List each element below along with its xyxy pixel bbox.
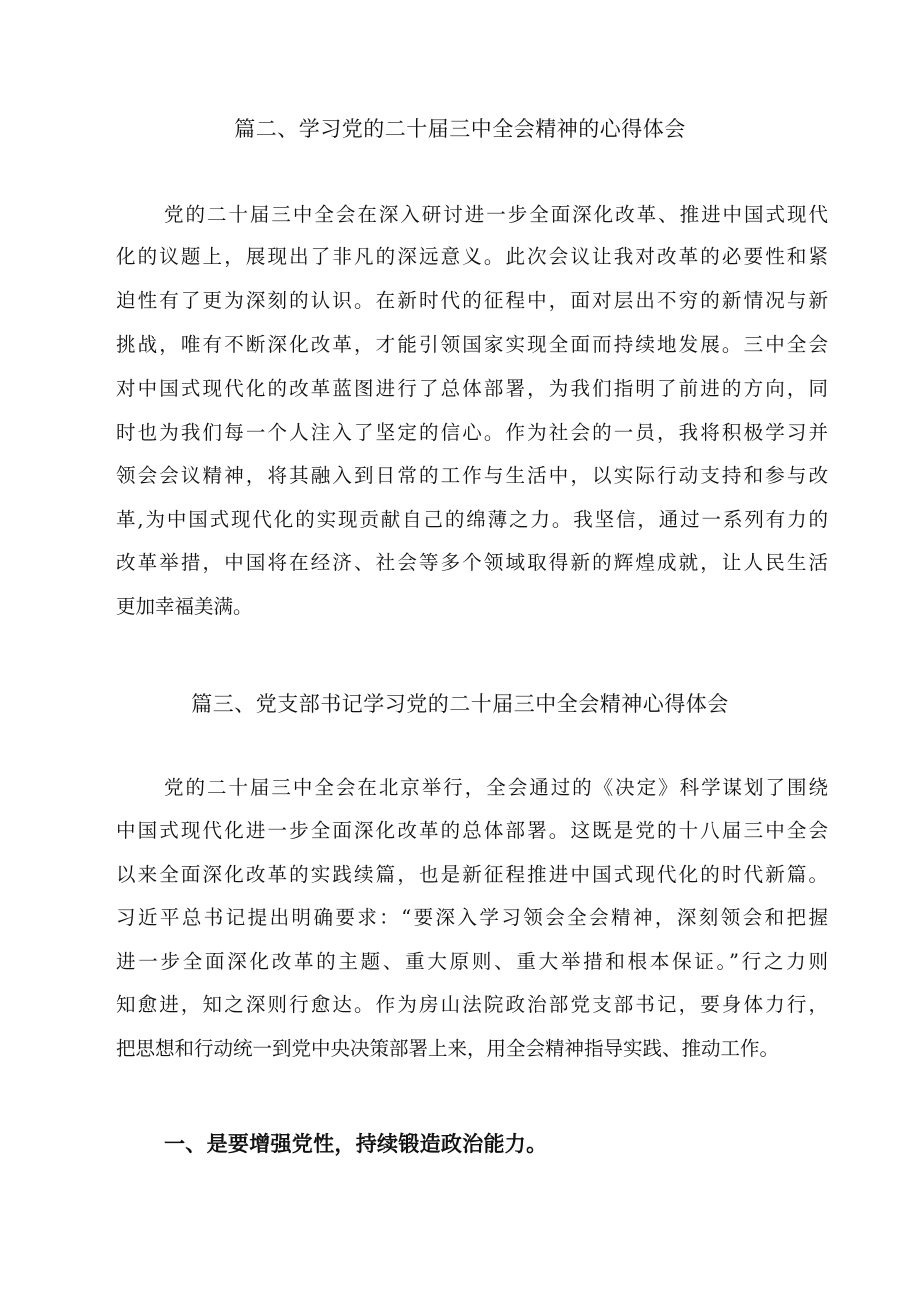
section3-line: 中国式现代化进一步全面深化改革的总体部署。这既是党的十八届三中全会 <box>116 819 828 842</box>
section3-line: 以来全面深化改革的实践续篇，也是新征程推进中国式现代化的时代新篇。 <box>116 863 828 886</box>
section2-line: 党的二十届三中全会在深入研讨进一步全面深化改革、推进中国式现代 <box>164 203 828 226</box>
section3-line: 习近平总书记提出明确要求：“要深入学习领会全会精神，深刻领会和把握 <box>116 906 828 929</box>
section3-line: 知愈进，知之深则行愈达。作为房山法院政治部党支部书记，要身体力行， <box>116 993 828 1016</box>
section2-line: 更加幸福美满。 <box>116 595 253 618</box>
section3-line: 党的二十届三中全会在北京举行，全会通过的《决定》科学谋划了围绕 <box>164 776 828 799</box>
section3-title: 篇三、党支部书记学习党的二十届三中全会精神心得体会 <box>191 692 729 716</box>
section2-line: 迫性有了更为深刻的认识。在新时代的征程中，面对层出不穷的新情况与新 <box>116 289 828 312</box>
section2-line: 挑战，唯有不断深化改革，才能引领国家实现全面而持续地发展。三中全会 <box>116 333 828 356</box>
section3-point-1: 一、是要增强党性，持续锻造政治能力。 <box>164 1132 548 1156</box>
section2-title: 篇二、学习党的二十届三中全会精神的心得体会 <box>234 117 686 141</box>
section3-line: 进一步全面深化改革的主题、重大原则、重大举措和根本保证。”行之力则 <box>116 950 828 973</box>
section2-line: 时也为我们每一个人注入了坚定的信心。作为社会的一员，我将积极学习并 <box>116 421 828 444</box>
section2-line: 化的议题上，展现出了非凡的深远意义。此次会议让我对改革的必要性和紧 <box>116 245 828 268</box>
section2-line: 领会会议精神，将其融入到日常的工作与生活中，以实际行动支持和参与改 <box>116 464 828 487</box>
section2-line: 革,为中国式现代化的实现贡献自己的绵薄之力。我坚信，通过一系列有力的 <box>116 508 828 531</box>
section3-line: 把思想和行动统一到党中央决策部署上来，用全会精神指导实践、推动工作。 <box>116 1037 780 1060</box>
section2-line: 改革举措，中国将在经济、社会等多个领域取得新的辉煌成就，让人民生活 <box>116 551 828 574</box>
section2-line: 对中国式现代化的改革蓝图进行了总体部署，为我们指明了前进的方向，同 <box>116 377 828 400</box>
